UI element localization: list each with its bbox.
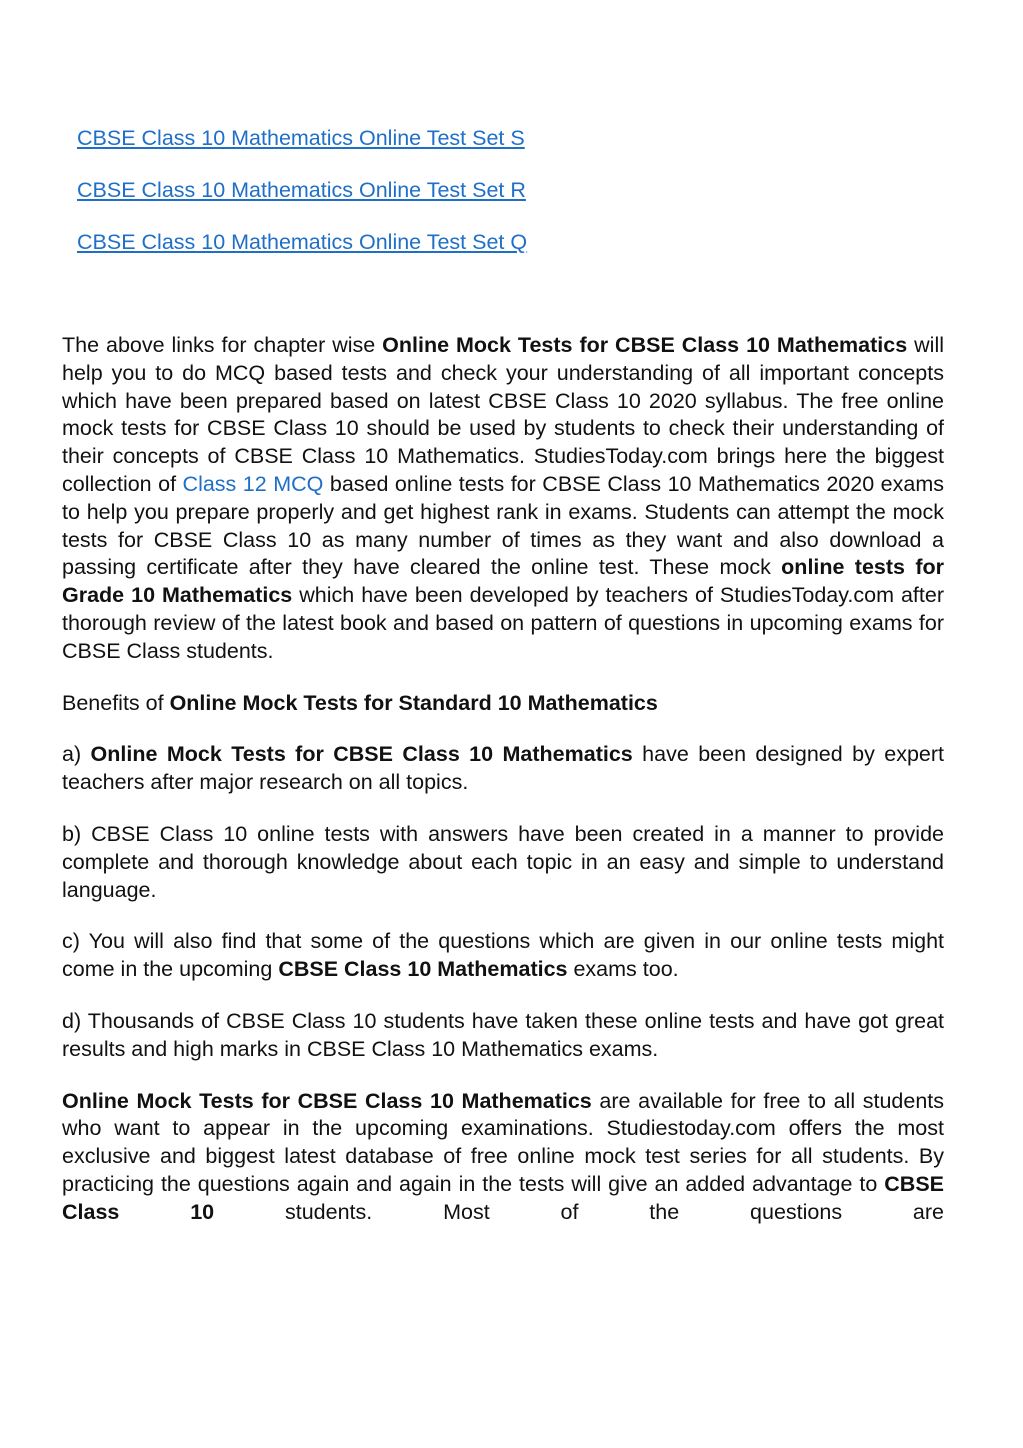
benefit-point-b xyxy=(62,821,944,904)
intro-text-2: will help you to do MCQ based tests and check your understanding of all important concepts which have been prepared based on latest CBSE Class 10 2020 syllabus. The free online mock tests for CBSE Class 10 should be used by students to check their understanding of their concepts of CBSE Class 10 Mathematics. StudiesToday.com brings here the biggest collection of xyxy=(62,333,944,496)
class-12-mcq-link[interactable]: Class 12 MCQ xyxy=(182,471,324,496)
point-a-bold: Online Mock Tests for CBSE Class 10 Mathematics xyxy=(90,742,633,767)
intro-text-4: which have been developed by teachers of StudiesToday.com after thorough review of the latest book and based on pattern of questions in upcoming exams for CBSE Class students. xyxy=(62,583,944,663)
point-c-bold: CBSE Class 10 Mathematics xyxy=(278,957,568,982)
benefit-point-c xyxy=(62,928,944,984)
closing-bold-1: Online Mock Tests for CBSE Class 10 Mathematics xyxy=(62,1088,592,1113)
point-d-text: d) Thousands of CBSE Class 10 students have taken these online tests and have got great results and high marks in CBSE Class 10 Mathematics exams. xyxy=(62,1008,944,1061)
point-c-text-1: c) You will also find that some of the questions which are given in our online tests might come in the upcoming xyxy=(62,929,944,982)
closing-paragraph xyxy=(62,1088,944,1227)
point-b-text: b) CBSE Class 10 online tests with answers have been created in a manner to provide complete and thorough knowledge about each topic in an easy and simple to understand language. xyxy=(62,821,944,902)
benefit-point-a xyxy=(62,741,944,797)
test-links-list xyxy=(77,124,677,280)
intro-text-3: based online tests for CBSE Class 10 Mathematics 2020 exams to help you prepare properly and get highest rank in exams. Students can attempt the mock tests for CBSE Class 10 as many number of times as they want and also download a passing certificate after they have cleared the online test. These mock xyxy=(62,471,944,580)
closing-text-2: students. Most of the questions are xyxy=(214,1199,944,1224)
intro-text-1: The above links for chapter wise xyxy=(62,333,383,357)
point-c-text-2: exams too. xyxy=(567,957,679,982)
link-test-set-r[interactable]: CBSE Class 10 Mathematics Online Test Set R xyxy=(77,178,526,202)
link-test-set-s[interactable]: CBSE Class 10 Mathematics Online Test Set S xyxy=(77,126,525,150)
point-a-prefix: a) xyxy=(62,742,91,767)
intro-paragraph xyxy=(62,332,944,666)
benefits-heading-bold: Online Mock Tests for Standard 10 Mathematics xyxy=(169,690,658,715)
intro-bold-2: online tests for Grade 10 Mathematics xyxy=(62,555,944,608)
point-a-text: have been designed by expert teachers after major research on all topics. xyxy=(62,742,944,795)
benefits-heading xyxy=(62,690,944,718)
closing-text-1: are available for free to all students who want to appear in the upcoming examinations. Studiestoday.com offers the most exclusive and biggest latest database of free online mock test series for all students. By practicing the questions again and again in the tests will give an added advantage to xyxy=(62,1088,945,1196)
benefit-point-d xyxy=(62,1008,944,1064)
closing-bold-2: CBSE Class 10 xyxy=(62,1171,944,1224)
link-test-set-q[interactable]: CBSE Class 10 Mathematics Online Test Set Q xyxy=(77,230,528,254)
benefits-heading-text: Benefits of xyxy=(62,690,170,715)
article-body xyxy=(62,332,944,1251)
intro-bold-1: Online Mock Tests for CBSE Class 10 Mathematics xyxy=(382,333,908,357)
